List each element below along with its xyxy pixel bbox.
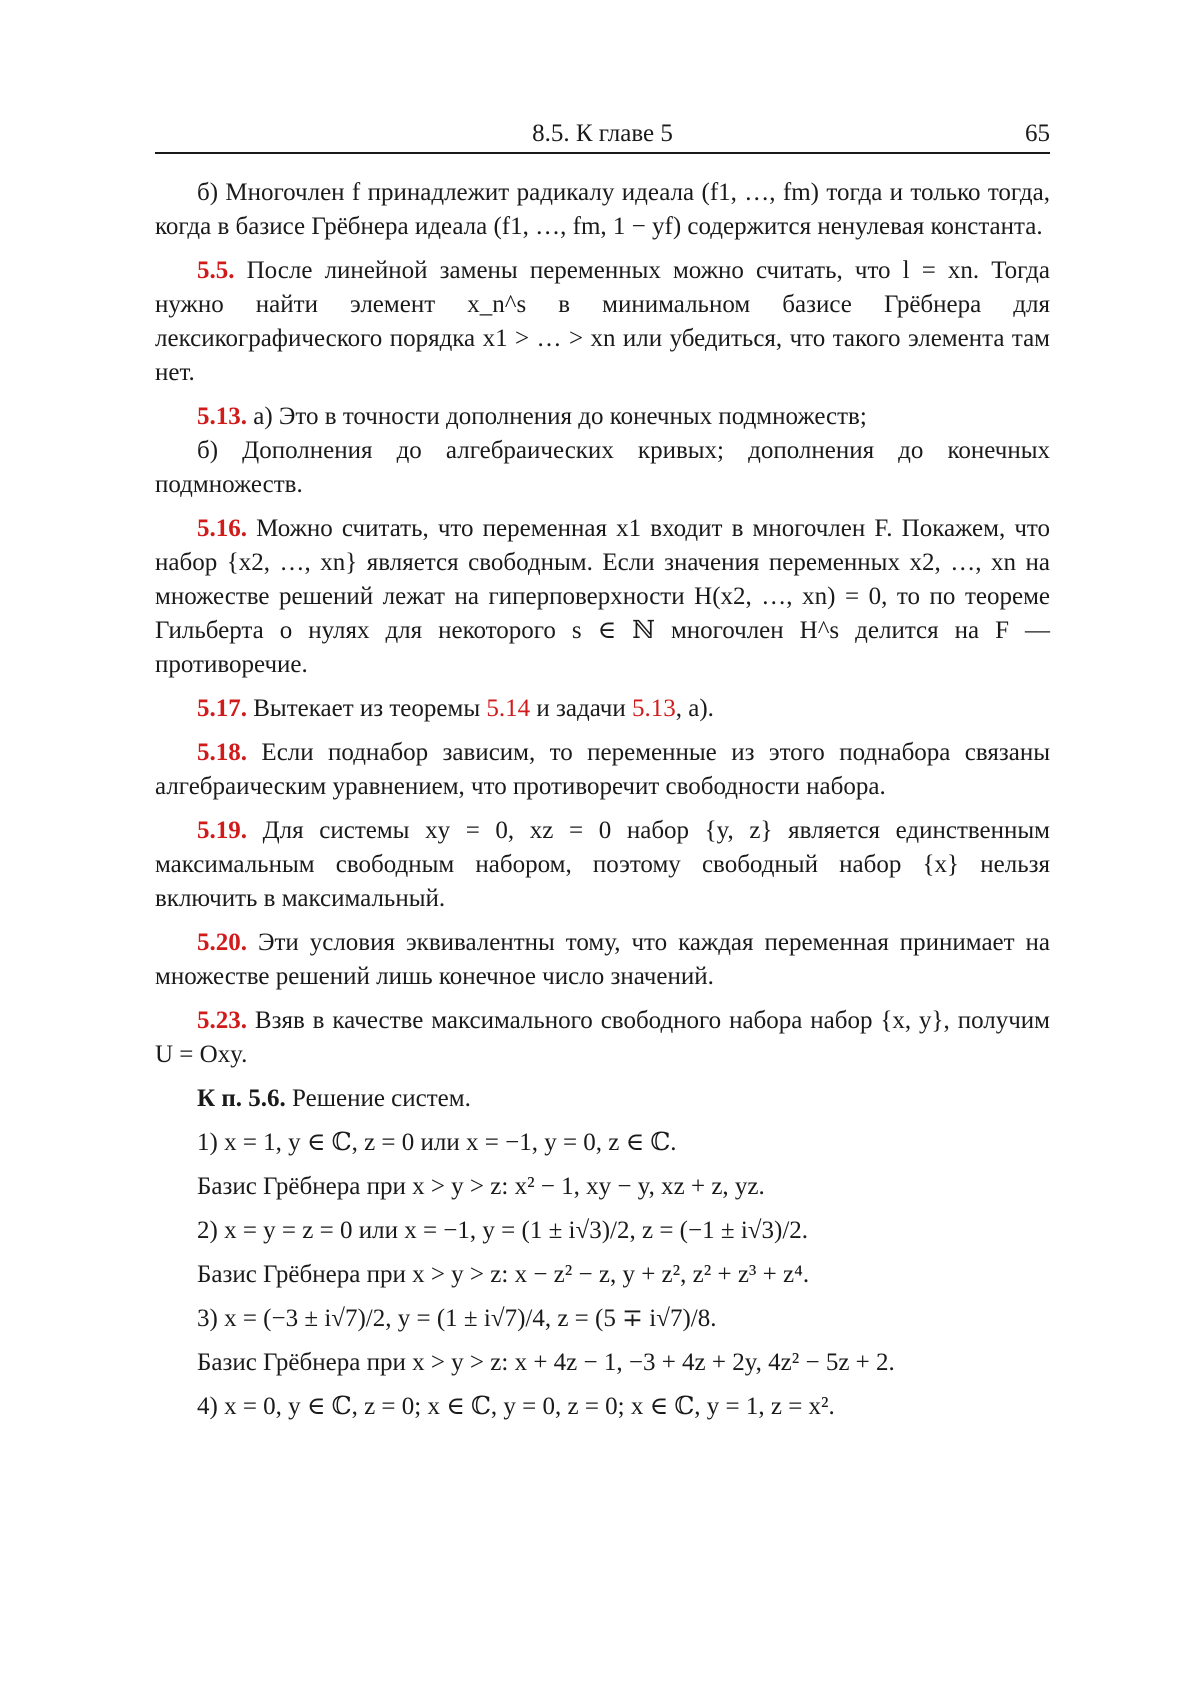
answer-5-23: 5.23. Взяв в качестве максимального свободного набора набор {x, y}, получим U = Oxy. — [155, 1007, 1050, 1068]
groebner-basis-1: Базис Грёбнера при x > y > z: x² − 1, xy − y, xz + z, yz. — [197, 1173, 765, 1200]
answer-5-16: 5.16. Можно считать, что переменная x1 входит в многочлен F. Покажем, что набор {x2, …, xn} является свободным. Если значения переменных x2, …, xn на множестве решений лежат на гиперповерхности H(x2, …, xn) = 0, то по теореме Гильберта о нулях для некоторого s ∈ ℕ многочлен H^s делится на F — противоречие. — [155, 515, 1050, 678]
section-title: 8.5. К главе 5 — [532, 120, 673, 147]
solution-2: 2) x = y = z = 0 или x = −1, y = (1 ± i√3)/2, z = (−1 ± i√3)/2. — [197, 1217, 809, 1244]
answer-label: 5.23. — [197, 1007, 247, 1034]
answer-5-19: 5.19. Для системы xy = 0, xz = 0 набор {y, z} является единственным максимальным свободным набором, поэтому свободный набор {x} нельзя включить в максимальный. — [155, 817, 1051, 912]
solution-1: 1) x = 1, y ∈ ℂ, z = 0 или x = −1, y = 0, z ∈ ℂ. — [197, 1129, 677, 1156]
answer-5-5: 5.5. После линейной замены переменных можно считать, что l = xn. Тогда нужно найти элемент x_n^s в минимальном базисе Грёбнера для лексикографического порядка x1 > … > xn или убедиться, что такого элемента там нет. — [155, 257, 1050, 386]
page-number: 65 — [1025, 120, 1050, 147]
answer-5-17: 5.17. Вытекает из теоремы 5.14 и задачи 5.13, а). — [197, 695, 714, 722]
page-body — [155, 176, 1050, 1424]
answer-label: 5.16. — [197, 515, 247, 542]
section-5-6: К п. 5.6. Решение систем. — [197, 1085, 471, 1112]
answer-5-18: 5.18. Если поднабор зависим, то переменные из этого поднабора связаны алгебраическим уравнением, что противоречит свободности набора. — [155, 739, 1051, 800]
answer-label: 5.19. — [197, 817, 247, 844]
answer-label: 5.20. — [197, 929, 247, 956]
solution-4: 4) x = 0, y ∈ ℂ, z = 0; x ∈ ℂ, y = 0, z = 0; x ∈ ℂ, y = 1, z = x². — [197, 1393, 835, 1420]
section-label: К п. 5.6. — [197, 1085, 286, 1112]
answer-5-13: 5.13. а) Это в точности дополнения до конечных подмножеств; — [197, 403, 867, 430]
answer-5-13-b: б) Дополнения до алгебраических кривых; дополнения до конечных подмножеств. — [155, 437, 1050, 498]
problem-link[interactable]: 5.13 — [632, 695, 676, 722]
theorem-link[interactable]: 5.14 — [486, 695, 531, 722]
solution-3: 3) x = (−3 ± i√7)/2, y = (1 ± i√7)/4, z = (5 ∓ i√7)/8. — [197, 1305, 717, 1332]
answer-5-4-b: б) Многочлен f принадлежит радикалу идеала (f1, …, fm) тогда и только тогда, когда в базисе Грёбнера идеала (f1, …, fm, 1 − yf) содержится ненулевая константа. — [155, 179, 1050, 240]
book-page — [155, 112, 1050, 1434]
answer-label: 5.17. — [197, 695, 247, 722]
answer-label: 5.13. — [197, 403, 247, 430]
answer-5-20: 5.20. Эти условия эквивалентны тому, что каждая переменная принимает на множестве решений лишь конечное число значений. — [155, 929, 1051, 990]
groebner-basis-3: Базис Грёбнера при x > y > z: x + 4z − 1, −3 + 4z + 2y, 4z² − 5z + 2. — [197, 1349, 895, 1376]
answer-label: 5.5. — [197, 257, 235, 284]
groebner-basis-2: Базис Грёбнера при x > y > z: x − z² − z, y + z², z² + z³ + z⁴. — [197, 1261, 810, 1288]
answer-label: 5.18. — [197, 739, 247, 766]
running-header — [155, 112, 1050, 154]
